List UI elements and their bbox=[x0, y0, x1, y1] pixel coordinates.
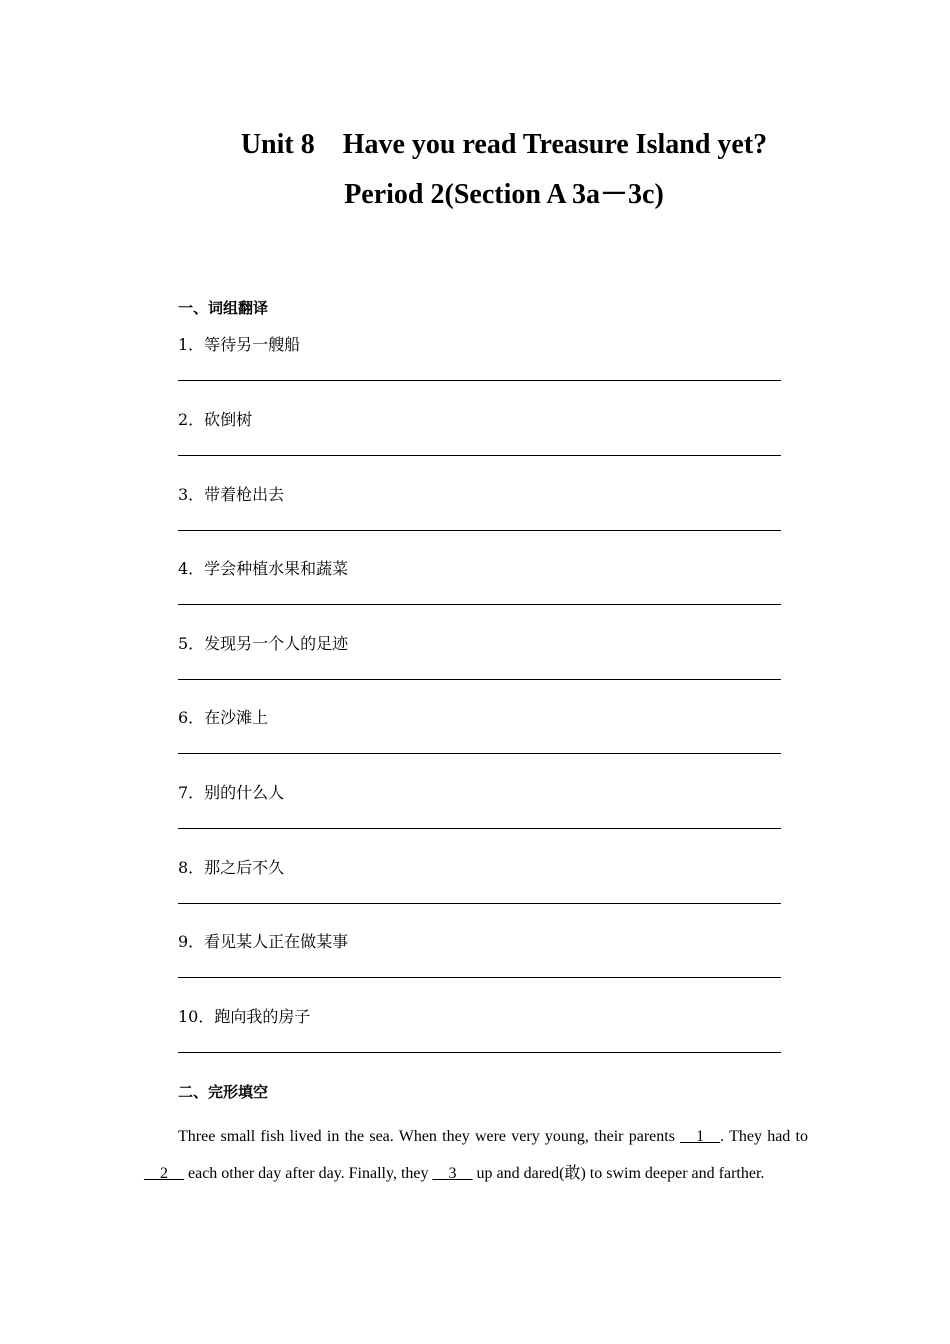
exercise-prompt: 10．跑向我的房子 bbox=[178, 1007, 311, 1026]
cloze-blank-1[interactable]: __1__ bbox=[680, 1128, 721, 1145]
exercise-item-5 bbox=[178, 634, 781, 694]
exercise-item-1 bbox=[178, 335, 781, 395]
answer-line[interactable] bbox=[178, 380, 781, 381]
answer-line[interactable] bbox=[178, 604, 781, 605]
exercise-item-10 bbox=[178, 1007, 781, 1067]
passage-text: Three small fish lived in the sea. When they were very young, their parents bbox=[178, 1128, 681, 1145]
exercise-prompt: 5．发现另一个人的足迹 bbox=[178, 634, 349, 653]
cloze-blank-3[interactable]: __3__ bbox=[432, 1165, 473, 1182]
exercise-prompt: 1．等待另一艘船 bbox=[178, 335, 301, 354]
cloze-blank-2[interactable]: __2__ bbox=[144, 1165, 184, 1182]
exercise-prompt: 9．看见某人正在做某事 bbox=[178, 932, 349, 951]
exercise-item-9 bbox=[178, 932, 781, 992]
answer-line[interactable] bbox=[178, 977, 781, 978]
exercise-prompt: 4．学会种植水果和蔬菜 bbox=[178, 559, 349, 578]
exercise-item-4 bbox=[178, 559, 781, 619]
section-heading-phrase-translation: 一、词组翻译 bbox=[178, 299, 269, 317]
passage-text: up and dared(敢) to swim deeper and farther. bbox=[472, 1165, 765, 1182]
cloze-passage bbox=[144, 1118, 808, 1192]
exercise-item-2 bbox=[178, 410, 781, 470]
exercise-item-6 bbox=[178, 708, 781, 768]
answer-line[interactable] bbox=[178, 530, 781, 531]
answer-line[interactable] bbox=[178, 1052, 781, 1053]
exercise-item-3 bbox=[178, 485, 781, 545]
exercise-prompt: 6．在沙滩上 bbox=[178, 708, 269, 727]
exercise-prompt: 7．别的什么人 bbox=[178, 783, 285, 802]
exercise-item-7 bbox=[178, 783, 781, 843]
page-title bbox=[0, 120, 950, 220]
answer-line[interactable] bbox=[178, 679, 781, 680]
answer-line[interactable] bbox=[178, 828, 781, 829]
title-period: Period 2(Section A 3a－3c) bbox=[344, 179, 664, 210]
exercise-prompt: 2．砍倒树 bbox=[178, 410, 253, 429]
title-unit: Unit 8 Have you read Treasure Island yet? bbox=[240, 129, 768, 160]
section-heading-cloze: 二、完形填空 bbox=[178, 1083, 269, 1101]
exercise-prompt: 3．带着枪出去 bbox=[178, 485, 285, 504]
exercise-prompt: 8．那之后不久 bbox=[178, 858, 285, 877]
passage-text: each other day after day. Finally, they bbox=[184, 1165, 433, 1182]
answer-line[interactable] bbox=[178, 753, 781, 754]
exercise-item-8 bbox=[178, 858, 781, 918]
passage-text: . They had to bbox=[720, 1128, 808, 1145]
answer-line[interactable] bbox=[178, 455, 781, 456]
answer-line[interactable] bbox=[178, 903, 781, 904]
